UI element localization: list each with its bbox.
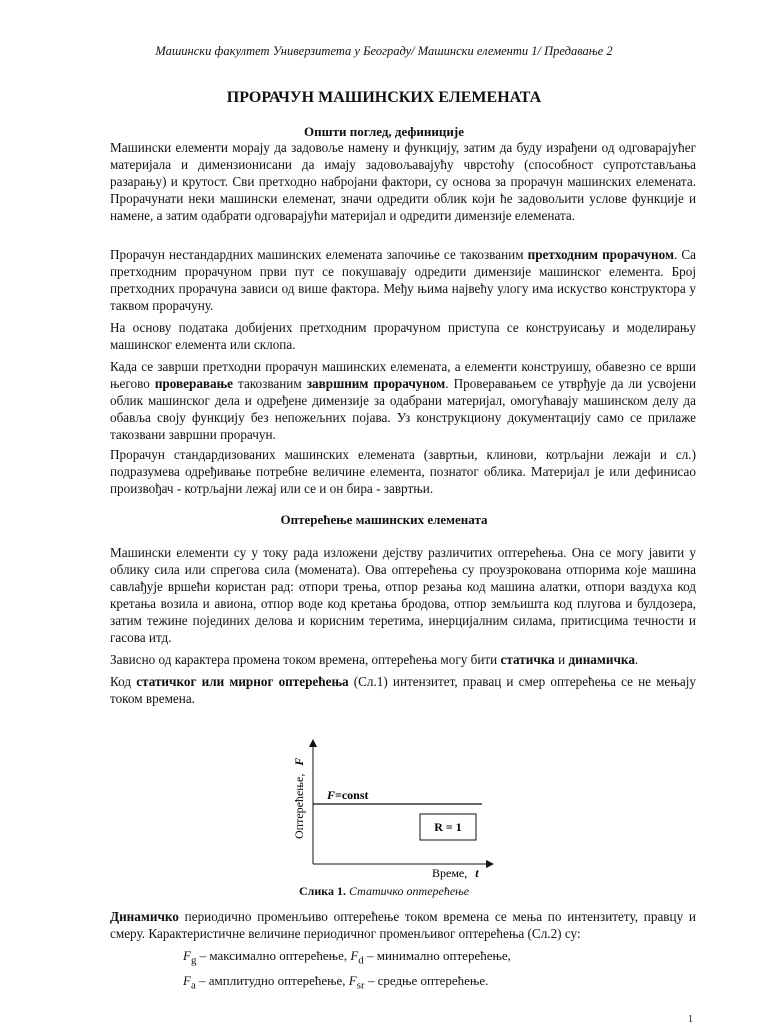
paragraph-modeling: На основу података добијених претходним прорачуном приступа се конструисању и моделирању машинског елемента или склопа. (110, 320, 696, 352)
term-preliminary-calculation: претходним прорачуном (527, 247, 674, 262)
x-axis-symbol: t (475, 866, 479, 880)
definition-line-2 (183, 971, 511, 996)
paragraph-loads: Машински елементи су у току рада изложени дејству различитих оптерећења. Она се могу јавити у облику сила или спрегова сила (момената). Ова оптерећења су проузрокована отпорима које машина савлађује вршећи користан рад: отпори трења, отпор резања код машина алатки, отпори ваздуха код кретања возила и авиона, отпор воде код кретања бродова, отпор земљишта код плугова и булдозера, затим тежине појединих делова и корисним теретима, инерцијалним силама, притисцима течности и гасова итд. (110, 545, 696, 645)
text: – минимално оптерећење, (363, 948, 511, 963)
term-static: статичка (500, 652, 555, 667)
symbol-f: F (350, 948, 359, 963)
figure-caption (0, 884, 768, 899)
const-label (326, 788, 369, 802)
text: (Сл.1) интензитет, правац и смер оптерећења се не мењају током времена. (110, 674, 696, 706)
caption-text: Статичко оптерећење (349, 884, 470, 898)
symbol-f: F (183, 948, 191, 963)
ratio-label: R = 1 (434, 820, 462, 834)
term-dynamic-load: Динамичко (110, 909, 179, 924)
definition-line-1 (183, 946, 511, 971)
paragraph-verification (110, 359, 696, 444)
subscript: g (190, 954, 197, 967)
y-axis-symbol: F (292, 757, 306, 766)
text: такозваним (233, 375, 307, 391)
term-verification: проверавање (154, 375, 233, 391)
subscript: sr (356, 979, 365, 992)
subscript: d (358, 954, 364, 967)
definitions-list (183, 946, 511, 995)
y-axis-title: Оптерећење, (292, 773, 306, 839)
term-final-calculation: завршним прорачуном (306, 375, 446, 391)
term-dynamic: динамичка (568, 652, 635, 667)
paragraph-intro: Машински елементи морају да задовоље намену и функцију, затим да буду израђени од одговарајућег материјала и димензионисани да имају задовољавајућу чврстоћу (способност супротстављања разарању) и крутост. Сви претходно набројани фактори, су основа за прорачун машинских елемената. Прорачунати неки машински елеменат, значи одредити облик који ће задовољити услове функције и намене, а затим одабрати одговарајући материјал и одредити димензије елемената. (110, 140, 696, 223)
const-symbol: F (327, 788, 336, 802)
page-number: 1 (688, 1014, 693, 1025)
caption-label: Слика 1. (298, 884, 346, 898)
section-heading-general: Општи поглед, дефиниције (304, 124, 464, 139)
text: . (634, 652, 639, 667)
paragraph-load-types (110, 652, 696, 669)
subscript: a (190, 979, 196, 992)
paragraph-standard-elements: Прорачун стандардизованих машинских елемената (завртњи, клинови, котрљајни лежаји и сл.) подразумева одређивање потребне величине елемента, познатог облика. Материјал је или дефинисао произвођач - котрљајни лежај или се и он бира - завртњи. (110, 447, 696, 496)
text: Зависно од карактера промена током времена, оптерећења могу бити (110, 652, 501, 667)
text: – средње оптерећење. (364, 972, 489, 988)
paragraph-preliminary-calculation (110, 247, 696, 315)
paragraph-dynamic-load (110, 909, 696, 943)
symbol-f: F (183, 972, 191, 988)
term-static-load: статичког или мирног оптерећења (136, 674, 349, 689)
paragraph-static-load (110, 674, 696, 708)
text: . Са претходним прорачуном први пут се покушавају одредити димензије машинског елемента. Број претходних прорачуна зависи од више фактора. Међу њима највећу улогу има искуство конструктора у таквом прорачуну. (110, 247, 696, 313)
x-axis-label (432, 866, 479, 880)
text: Прорачун нестандардних машинских елемената започиње се такозваним (110, 247, 528, 262)
text: Код (110, 674, 137, 689)
text: Када се заврши претходни прорачун машинских елемената, а елементи конструишу, обавезно се врши његово (110, 359, 696, 391)
y-axis-label (292, 758, 306, 839)
running-header: Машински факултет Универзитета у Београду/ Машински елементи 1/ Предавање 2 (155, 44, 613, 58)
figure-static-load-chart (280, 735, 500, 880)
symbol-f: F (348, 972, 357, 988)
text: периодично променљиво оптерећење током времена се мења по интензитету, правцу и смеру. Карактеристичне величине периодичног променљивог оптерећења (Сл.2) су: (110, 909, 696, 941)
text: – максимално оптерећење, (196, 948, 351, 963)
text: . Проверавањем се утврђује да ли усвојени облик машинског дела и одређене димензије за одабрани материјал, омогућавају машинском делу да обавља своју функцију без непожељних појава. Уз конструкциону документацију само се прилаже такозвани завршни прорачун. (110, 375, 696, 442)
const-text: =const (335, 788, 369, 802)
text: – амплитудно оптерећење, (195, 972, 349, 988)
text: и (554, 652, 569, 667)
page-title: ПРОРАЧУН МАШИНСКИХ ЕЛЕМЕНАТА (226, 89, 542, 106)
x-axis-title: Време, (432, 866, 468, 880)
section-heading-loads: Оптерећење машинских елемената (280, 512, 488, 527)
